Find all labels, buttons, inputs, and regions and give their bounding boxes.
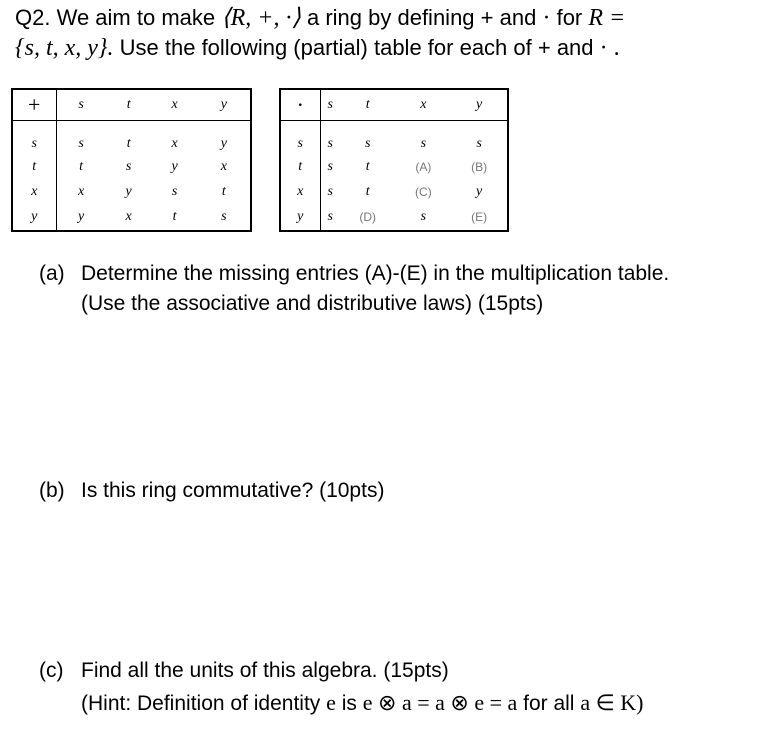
header-cell: x (152, 89, 198, 121)
table-row (12, 121, 251, 155)
table-row (280, 179, 508, 204)
R-equals: R = (588, 5, 626, 31)
missing-entry-E: (E) (471, 210, 488, 224)
row-label: y (280, 204, 320, 231)
part-c (39, 659, 643, 716)
row-label: t (12, 154, 56, 179)
missing-entry-C: (C) (415, 184, 432, 199)
header-cell: s (56, 89, 106, 121)
multiplication-table (279, 88, 509, 232)
question-line2-end: · . (599, 35, 620, 61)
row-label: x (280, 179, 320, 204)
row-label: s (12, 121, 56, 155)
table-cell: s (420, 209, 427, 224)
question-line-1 (15, 3, 625, 32)
table-row (280, 154, 508, 179)
question-number: Q2. (15, 5, 51, 30)
table-cell: t (172, 209, 177, 224)
table-cell: t (126, 136, 131, 151)
header-cell: y (451, 89, 508, 121)
part-b-text: Is this ring commutative? (10pts) (81, 479, 385, 502)
dot-operator: · (542, 5, 551, 31)
table-cell: s (221, 209, 227, 224)
hint-forall: for all (523, 692, 575, 715)
row-label: s (280, 121, 320, 155)
addition-operator: + (12, 89, 56, 121)
table-cell: t (79, 158, 84, 174)
row-label: y (12, 204, 56, 231)
part-b (39, 479, 384, 503)
hint-member: a ∈ K) (580, 690, 644, 715)
multiplication-operator: · (280, 89, 320, 121)
header-cell: x (396, 89, 452, 121)
table-cell: y (171, 158, 178, 174)
table-cell: s (327, 183, 333, 199)
table-cell: s (364, 136, 371, 151)
table-cell: s (327, 209, 333, 224)
table-row (12, 179, 251, 204)
table-header-row (280, 89, 508, 121)
table-cell: s (78, 136, 84, 151)
table-cell: s (327, 136, 333, 151)
hint-formula: e ⊗ a = a ⊗ e = a (362, 690, 518, 715)
question-line-2 (15, 35, 620, 62)
table-cell: x (220, 158, 227, 174)
hint-is: is (341, 692, 357, 715)
row-label: t (280, 154, 320, 179)
table-cell: x (77, 183, 85, 199)
part-c-label: (c) (39, 659, 64, 682)
table-header-row (12, 89, 251, 121)
part-a-label: (a) (39, 262, 65, 285)
part-c-text: Find all the units of this algebra. (15pts) (81, 659, 449, 682)
header-cell: y (198, 89, 251, 121)
ring-structure: ⟨R, +, ·⟩ (221, 5, 301, 31)
table-row (280, 121, 508, 155)
table-cell: x (125, 209, 132, 224)
table-cell: s (327, 158, 333, 174)
missing-entry-A: (A) (415, 159, 432, 174)
table-row (12, 154, 251, 179)
part-b-label: (b) (39, 479, 65, 502)
table-row (12, 204, 251, 231)
question-by-text: a ring by defining + and (306, 5, 537, 30)
hint-e: e (326, 690, 336, 715)
table-cell: s (476, 136, 482, 151)
missing-entry-B: (B) (471, 159, 488, 174)
addition-table (11, 88, 252, 232)
table-cell: t (221, 183, 226, 199)
ring-set: {s, t, x, y}. (15, 35, 114, 61)
question-for-text: for (556, 5, 583, 30)
question-line2-text: Use the following (partial) table for each of + and (119, 35, 594, 60)
table-cell: t (365, 158, 370, 174)
part-a (39, 262, 669, 316)
table-row (280, 204, 508, 231)
header-cell: s (320, 89, 340, 121)
table-cell: y (125, 183, 132, 199)
part-a-subtext: (Use the associative and distributive laws) (15pts) (81, 292, 544, 315)
table-cell: x (171, 136, 178, 151)
table-cell: s (171, 183, 178, 199)
table-cell: y (77, 209, 85, 224)
table-cell: y (220, 136, 227, 151)
header-cell: t (106, 89, 152, 121)
question-intro: We aim to make (56, 5, 216, 30)
table-cell: y (476, 183, 483, 199)
table-cell: s (420, 136, 427, 151)
missing-entry-D: (D) (359, 210, 377, 224)
hint-prefix: (Hint: Definition of identity (81, 692, 321, 715)
row-label: x (12, 179, 56, 204)
part-a-text: Determine the missing entries (A)-(E) in the multiplication table. (81, 262, 670, 285)
header-cell: t (340, 89, 396, 121)
table-cell: s (125, 158, 132, 174)
table-cell: t (365, 183, 370, 199)
